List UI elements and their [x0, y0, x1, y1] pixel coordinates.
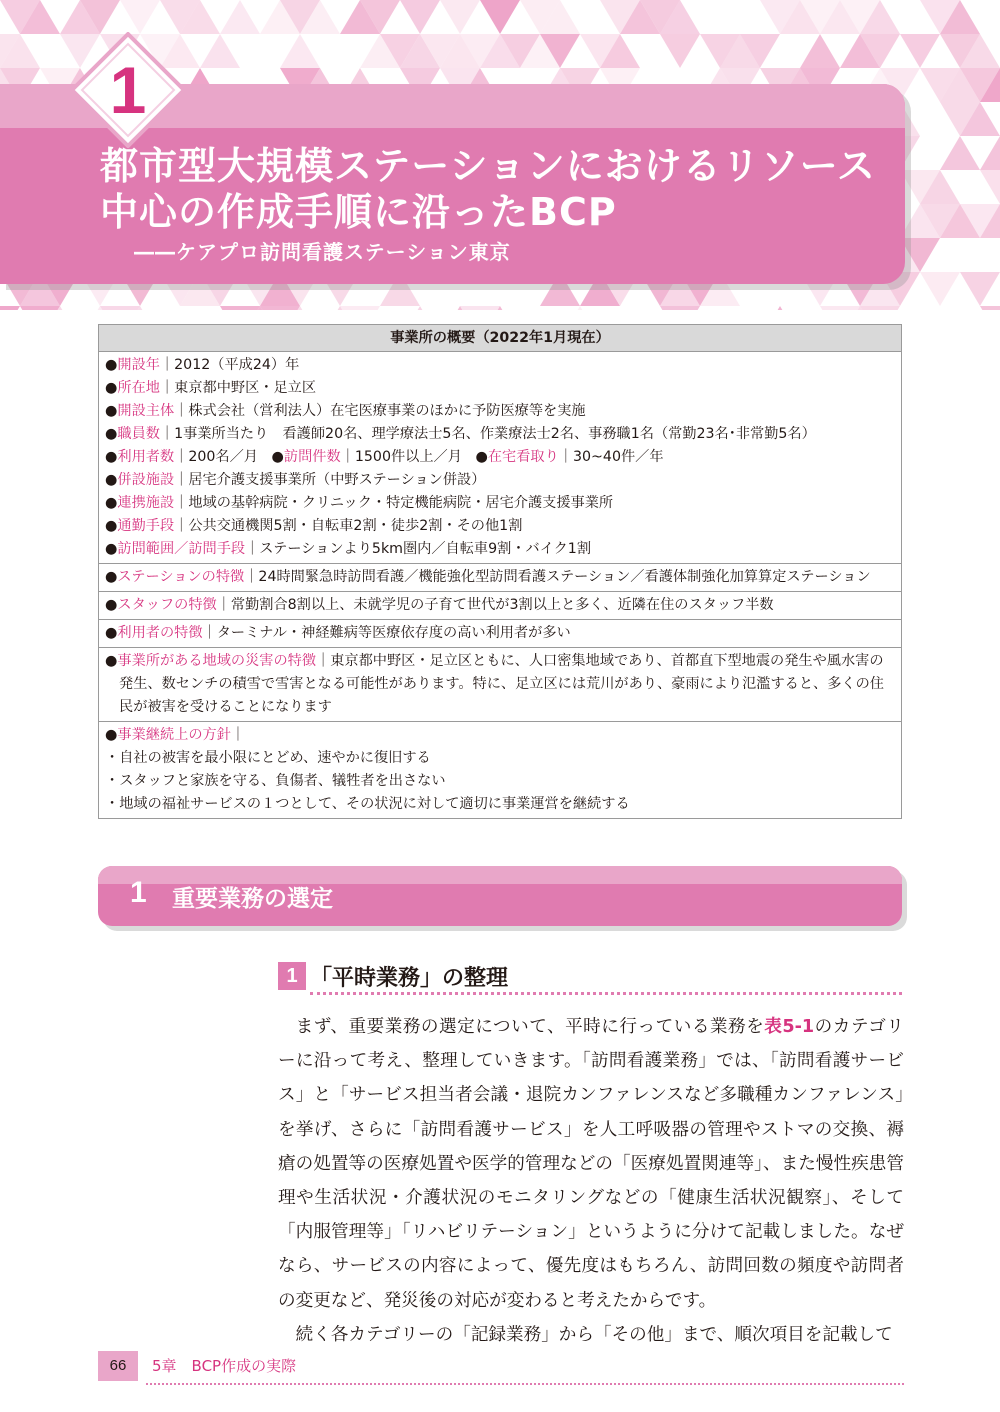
page-title: [100, 143, 900, 235]
body-text-run: まず、重要業務の選定について、平時に行っている業務を: [295, 1017, 765, 1037]
overview-label: 訪問件数: [283, 449, 341, 465]
overview-value: ｜株式会社（営利法人）在宅医療事業のほかに予防医療等を実施: [174, 403, 586, 419]
pattern-triangle: [980, 306, 1000, 310]
overview-staff-section: [99, 592, 901, 620]
overview-row: ●スタッフの特徴｜常勤割合8割以上、未就学児の子育て世代が3割以上と多く、近隣在住のスタッフ半数: [105, 597, 774, 613]
body-text-run: のカテゴリーに沿って考え、整理していきます。「訪問看護業務」では、「訪問看護サービス」と「サービス担当者会議・退院カンファレンスなど多職種カンファレンス」を挙げ、さらに「訪問看護サービス」を人工呼吸器の管理やストマの交換、褥瘡の処置等の医療処置や医学的管理などの「医療処置関連等」、また慢性疾患管理や生活状況・介護状況のモニタリングなどの「健康生活状況観察」、そして「内服管理等」「リハビリテーション」というように分けて記載しました。なぜなら、サービスの内容によって、優先度はもちろん、訪問回数の頻度や訪問者の変更など、発災後の対応が変わると考えたからです。: [278, 1017, 905, 1311]
overview-label: 訪問範囲／訪問手段: [117, 541, 246, 557]
overview-row: ●ステーションの特徴｜24時間緊急時訪問看護／機能強化型訪問看護ステーション／看護体制強化加算算定ステーション: [105, 569, 871, 585]
pattern-triangle: [280, 34, 320, 68]
overview-row: ●訪問範囲／訪問手段｜ステーションより5km圏内／自転車9割・バイク1割: [105, 541, 592, 557]
body-text: [278, 1010, 904, 1352]
body-paragraph: 続く各カテゴリーの「記録業務」から「その他」まで、順次項目を記載して: [295, 1324, 893, 1345]
pattern-triangle: [800, 34, 840, 68]
subsection-heading: [278, 958, 902, 996]
pattern-triangle: [400, 306, 440, 310]
overview-value: ｜東京都中野区・足立区: [159, 380, 317, 396]
overview-value: ｜ターミナル・神経難病等医療依存度の高い利用者が多い: [202, 625, 571, 641]
overview-label: 所在地: [117, 380, 160, 396]
pattern-triangle: [340, 306, 380, 310]
pattern-triangle: [460, 306, 500, 310]
section-number: 1: [130, 876, 147, 909]
overview-row: ●事業所がある地域の災害の特徴｜東京都中野区・足立区ともに、人口密集地域であり、首都直下型地震の発生や風水害の発生、数センチの積雪で雪害となる可能性があります。特に、足立区には荒川があり、豪雨により氾濫すると、多くの住民が被害を受けることになります: [105, 653, 884, 715]
overview-row: ●連携施設｜地域の基幹病院・クリニック・特定機能病院・居宅介護支援事業所: [105, 495, 614, 511]
pattern-triangle: [220, 0, 260, 34]
pattern-triangle: [400, 0, 440, 34]
section-title: 重要業務の選定: [172, 886, 333, 912]
overview-policy-section: [99, 722, 901, 818]
subsection-number: 1: [278, 962, 306, 990]
pattern-triangle: [760, 306, 800, 310]
table-reference: 表5-1: [764, 1017, 815, 1037]
overview-value: ｜24時間緊急時訪問看護／機能強化型訪問看護ステーション／看護体制強化加算算定ステーション: [244, 569, 871, 585]
overview-disaster-section: [99, 648, 901, 722]
page-number: 66: [98, 1351, 138, 1381]
overview-label: 利用者の特徴: [117, 625, 203, 641]
overview-value: ｜1500件以上／月: [340, 449, 462, 465]
policy-item: ・スタッフと家族を守る、負傷者、犠牲者を出さない: [105, 773, 446, 789]
pattern-triangle: [560, 306, 600, 310]
overview-row: ●利用者の特徴｜ターミナル・神経難病等医療依存度の高い利用者が多い: [105, 625, 571, 641]
chapter-number: 1: [109, 53, 147, 127]
overview-value: ｜地域の基幹病院・クリニック・特定機能病院・居宅介護支援事業所: [174, 495, 614, 511]
overview-value: ｜2012（平成24）年: [159, 357, 300, 373]
pattern-triangle: [100, 306, 140, 310]
overview-label: ステーションの特徴: [117, 569, 245, 585]
overview-row: ●事業継続上の方針｜: [105, 727, 246, 743]
overview-label: 職員数: [117, 426, 160, 442]
policy-item: ・自社の被害を最小限にとどめ、速やかに復旧する: [105, 750, 431, 766]
overview-label: 利用者数: [117, 449, 175, 465]
overview-separator: ｜: [230, 727, 246, 743]
pattern-triangle: [200, 34, 240, 68]
overview-station-section: [99, 564, 901, 592]
overview-row: ●利用者数｜200名／月 ●訪問件数｜1500件以上／月 ●在宅看取り｜30~40件／年: [105, 449, 664, 465]
overview-value: ｜ステーションより5km圏内／自転車9割・バイク1割: [245, 541, 592, 557]
title-line-1: 都市型大規模ステーションにおけるリソース: [100, 144, 876, 188]
subsection-title: 「平時業務」の整理: [310, 966, 509, 991]
pattern-triangle: [820, 306, 860, 310]
pattern-triangle: [20, 306, 60, 310]
pattern-triangle: [980, 136, 1000, 170]
pattern-triangle: [260, 306, 300, 310]
overview-value: ｜30~40件／年: [558, 449, 664, 465]
overview-row: ●職員数｜1事業所当たり 看護師20名、理学療法士5名、作業療法士2名、事務職1名（常勤23名･非常勤5名）: [105, 426, 816, 442]
overview-label: 開設年: [117, 357, 160, 373]
page-footer: [98, 1351, 904, 1391]
pattern-triangle: [0, 306, 20, 310]
overview-row: ●開設年｜2012（平成24）年: [105, 357, 300, 373]
pattern-triangle: [860, 306, 900, 310]
overview-value: ｜居宅介護支援事業所（中野ステーション併設）: [174, 472, 486, 488]
footer-dotted-rule: [146, 1383, 904, 1385]
overview-row: ●所在地｜東京都中野区・足立区: [105, 380, 317, 396]
page-subtitle: ――ケアプロ訪問看護ステーション東京: [134, 240, 511, 264]
overview-label: 併設施設: [117, 472, 175, 488]
footer-chapter-title: 5章 BCP作成の実際: [152, 1357, 297, 1375]
overview-label: 事業継続上の方針: [117, 727, 231, 743]
overview-label: 開設主体: [117, 403, 175, 419]
pattern-triangle: [940, 136, 980, 170]
overview-label: スタッフの特徴: [117, 597, 217, 613]
subsection-dotted-rule: [310, 992, 902, 995]
pattern-triangle: [660, 34, 700, 68]
overview-row: ●開設主体｜株式会社（営利法人）在宅医療事業のほかに予防医療等を実施: [105, 403, 586, 419]
pattern-triangle: [900, 34, 940, 68]
office-overview-table: [98, 324, 902, 819]
pattern-triangle: [660, 306, 700, 310]
pattern-triangle: [960, 272, 1000, 306]
section-heading: [98, 866, 902, 926]
overview-value: ｜公共交通機関5割・自転車2割・徒歩2割・その他1割: [174, 518, 523, 534]
policy-item: ・地域の福祉サービスの１つとして、その状況に対して適切に事業運営を継続する: [105, 796, 630, 812]
title-line-2: 中心の作成手順に沿ったBCP: [100, 190, 617, 234]
overview-value: ｜1事業所当たり 看護師20名、理学療法士5名、作業療法士2名、事務職1名（常勤23名･非常勤5名）: [159, 426, 816, 442]
overview-label: 連携施設: [117, 495, 175, 511]
overview-heading: 事業所の概要（2022年1月現在）: [99, 325, 901, 352]
overview-value: ｜常勤割合8割以上、未就学児の子育て世代が3割以上と多く、近隣在住のスタッフ半数: [216, 597, 774, 613]
overview-row: ●通勤手段｜公共交通機関5割・自転車2割・徒歩2割・その他1割: [105, 518, 523, 534]
body-paragraph: [278, 1010, 904, 1318]
pattern-triangle: [980, 170, 1000, 204]
overview-label: 通勤手段: [117, 518, 175, 534]
pattern-triangle: [120, 0, 160, 34]
overview-value: ｜東京都中野区・足立区ともに、人口密集地域であり、首都直下型地震の発生や風水害の発生、数センチの積雪で雪害となる可能性があります。特に、足立区には荒川があり、豪雨により氾濫すると、多くの住民が被害を受けることになります: [119, 653, 884, 715]
pattern-triangle: [440, 0, 480, 34]
overview-basic-section: [99, 352, 901, 564]
overview-user-section: [99, 620, 901, 648]
pattern-triangle: [480, 0, 520, 34]
overview-label: 事業所がある地域の災害の特徴: [117, 653, 317, 669]
overview-label: 在宅看取り: [487, 449, 559, 465]
overview-row: ●併設施設｜居宅介護支援事業所（中野ステーション併設）: [105, 472, 486, 488]
pattern-triangle: [220, 306, 260, 310]
pattern-triangle: [920, 272, 960, 306]
overview-value: ｜200名／月: [174, 449, 258, 465]
